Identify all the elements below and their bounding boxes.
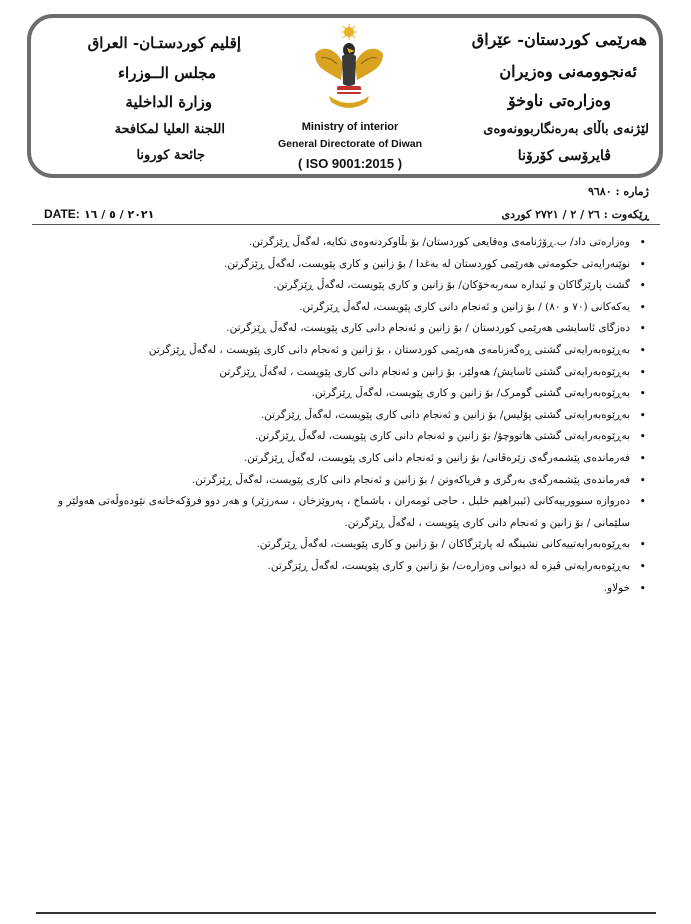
header-right-line-4: لێژنەی باڵای بەرەنگاربوونەوەی	[483, 122, 649, 137]
date-value: ٢٦ / ٢ / ٢٧٢١ کوردی	[501, 208, 600, 221]
header-left-line-3: وزارة الداخلية	[125, 93, 212, 111]
header-right-line-3: وەزارەتی ناوخۆ	[508, 91, 611, 110]
list-item: • دەروازە سنوورییەکانی (ئیبراهیم خلیل ، حاجی ئومەران ، باشماخ ، پەروێزخان ، سەرزێر) و هەر دوو فرۆکەخانەی نێودەوڵەتی هەولێر و سلێمانی / بۆ زانین و ئەنجام دانی کاری پێویست ، لەگەڵ ڕێزگرتن.	[20, 491, 648, 534]
header-right-line-5: ڤایرۆسی کۆرۆنا	[517, 148, 611, 164]
number-line	[588, 185, 649, 198]
list-item: • گشت پارێزگاکان و ئیدارە سەربەخۆکان/ بۆ زانین و کاری پێویست، لەگەڵ ڕێزگرتن.	[20, 275, 648, 297]
list-item: • بەڕێوەبەرایەتی ڤیزە لە دیوانی وەزارەت/ بۆ زانین و کاری پێویست، لەگەڵ ڕێزگرتن.	[20, 556, 648, 578]
list-item: • یەکەکانی (٧٠ و ٨٠) / بۆ زانین و ئەنجام دانی کاری پێویست، لەگەڵ ڕێزگرتن.	[20, 297, 648, 319]
footer-divider	[36, 912, 656, 914]
list-item: • وەزارەتی داد/ ب.ڕۆژنامەی وەقایعی کوردستان/ بۆ بڵاوکردنەوەی تکایە، لەگەڵ ڕێزگرتن.	[20, 232, 648, 254]
directorate-name-en: General Directorate of Diwan	[277, 138, 423, 150]
list-item: • فەرماندەی پێشمەرگەی زێرەڤانی/ بۆ زانین و ئەنجام دانی کاری پێویست، لەگەڵ ڕێزگرتن.	[20, 448, 648, 470]
date-line-english	[44, 207, 154, 221]
header-left-line-5: جائحة كورونا	[136, 148, 205, 163]
header-left-line-2: مجلس الــوزراء	[117, 64, 216, 82]
ministry-name-en: Ministry of interior	[301, 121, 399, 133]
list-item: • فەرماندەی پێشمەرگەی بەرگری و فریاکەوتن / بۆ زانین و ئەنجام دانی کاری پێویست، لەگەڵ ڕێزگرتن.	[20, 470, 648, 492]
list-item: • بەڕێوەبەرایەتییەکانی نشینگە لە پارێزگاکان / بۆ زانین و کاری پێویست، لەگەڵ ڕێزگرتن.	[20, 534, 648, 556]
date-line-kurdish	[502, 208, 650, 221]
list-item: • خولاو.	[20, 578, 648, 600]
date-en-label: DATE:	[44, 207, 80, 221]
kurdistan-eagle-emblem-icon	[311, 24, 387, 114]
header-divider	[32, 224, 660, 225]
iso-certification: ( ISO 9001:2015 )	[297, 156, 403, 171]
date-label: ڕێکەوت :	[603, 208, 649, 221]
list-item: • بەڕێوەبەرایەتی گشتی گومرک/ بۆ زانین و کاری پێویست، لەگەڵ ڕێزگرتن.	[20, 383, 648, 405]
header-right-line-1: هەرێمی کوردستان- عێراق	[471, 30, 647, 49]
list-item: • بەڕێوەبەرایەتی گشتی ڕەگەزنامەی هەرێمی کوردستان ، بۆ زانین و ئەنجام دانی کاری پێویست ، لەگەڵ ڕێزگرتن	[20, 340, 648, 362]
list-item: • بەڕێوەبەرایەتی گشتی ئاسایش/ هەولێر، بۆ زانین و ئەنجام دانی کاری پێویست ، لەگەڵ ڕێزگرتن	[20, 362, 648, 384]
list-item: • دەزگای ئاسایشی هەرێمی کوردستان / بۆ زانین و ئەنجام دانی کاری پێویست، لەگەڵ ڕێزگرتن.	[20, 318, 648, 340]
list-item: • بەڕێوەبەرایەتی گشتی هاتووچۆ/ بۆ زانین و ئەنجام دانی کاری پێویست، لەگەڵ ڕێزگرتن.	[20, 426, 648, 448]
number-value: ٩٦٨٠	[587, 185, 612, 198]
list-item: • بەڕێوەبەرایەتی گشتی پۆلیس/ بۆ زانین و ئەنجام دانی کاری پێویست، لەگەڵ ڕێزگرتن.	[20, 405, 648, 427]
header-left-line-4: اللجنة العليا لمكافحة	[114, 122, 225, 137]
header-right-line-2: ئەنجوومەنی وەزیران	[499, 62, 637, 81]
header-left-line-1: إقليم كوردستـان- العراق	[87, 34, 241, 52]
recipient-list	[20, 232, 648, 599]
number-label: ژمارە :	[615, 185, 649, 198]
list-item: • نوێنەرایەتی حکومەتی هەرێمی کوردستان لە بەغدا / بۆ زانین و کاری پێویست، لەگەڵ ڕێزگرتن.	[20, 254, 648, 276]
date-en-value: ٢٠٢١ / ٥ / ١٦	[83, 208, 155, 221]
